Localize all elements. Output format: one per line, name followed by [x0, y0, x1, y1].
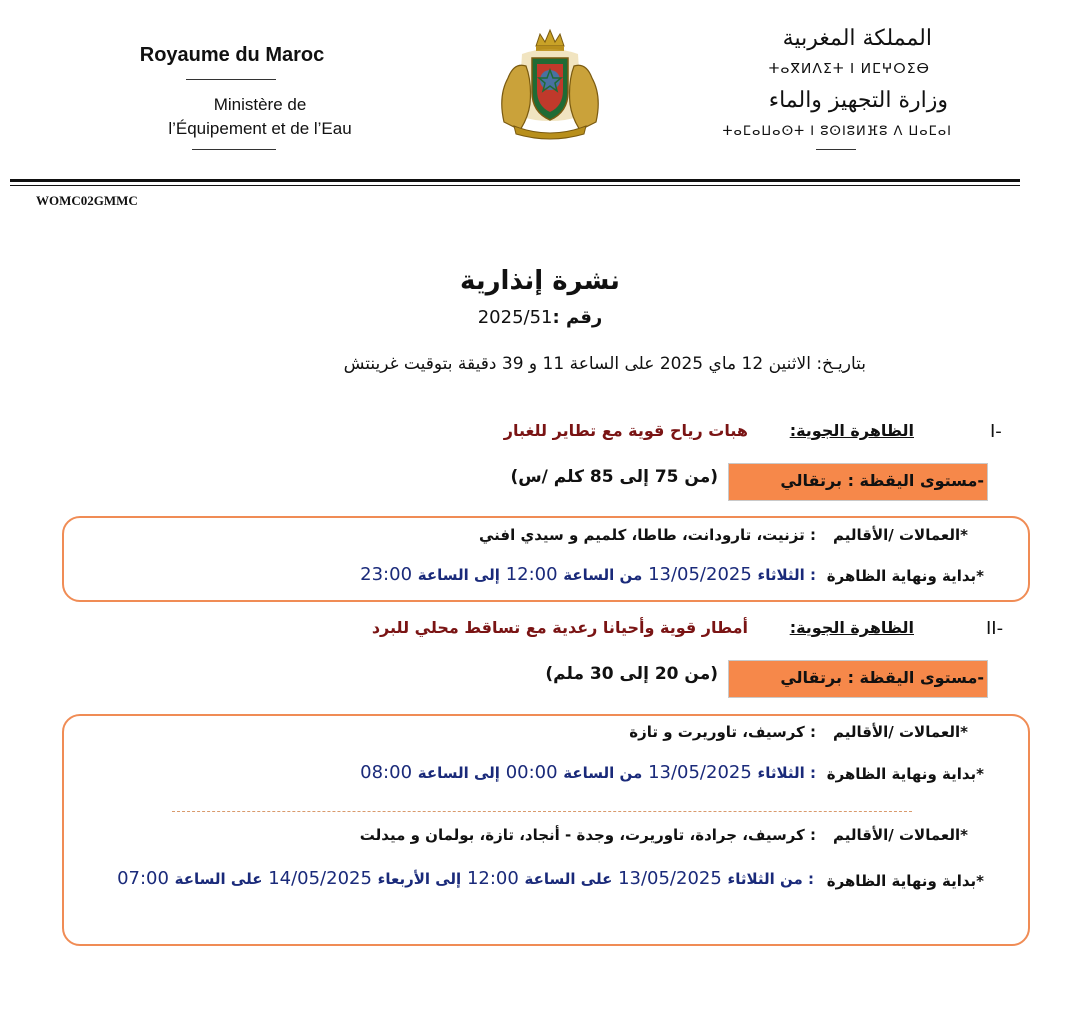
header-rule-thick [10, 179, 1020, 182]
coat-of-arms-emblem [492, 26, 608, 142]
section-2-phenomenon-label: الظاهرة الجوية: [789, 618, 914, 637]
bulletin-number-label: رقم : [552, 307, 603, 328]
bulletin-title: نشرة إنذارية [460, 266, 620, 296]
header-fr-ministry-line2: l’Équipement et de l’Eau [168, 119, 352, 138]
header-fr-ministry-line1: Ministère de [213, 95, 307, 114]
header-ar-ministry: وزارة التجهيز والماء [768, 88, 948, 113]
section-2-block-1-time-label: *بداية ونهاية الظاهرة [826, 765, 984, 783]
section-2-alert-level: -مستوى اليقظة : برتقالي [780, 668, 984, 687]
header-fr-separator-top [186, 79, 276, 80]
header-ar-separator [816, 149, 856, 150]
section-2-block-2-time-label: *بداية ونهاية الظاهرة [826, 872, 984, 890]
section-1-time-label: *بداية ونهاية الظاهرة [826, 567, 984, 585]
header-tifinagh-kingdom: ⵜⴰⴳⵍⴷⵉⵜ ⵏ ⵍⵎⵖⵔⵉⴱ [768, 61, 930, 77]
section-2-block-2-time-value: : من الثلاثاء 13/05/2025 على الساعة 12:00 إلى الأربعاء 14/05/2025 على الساعة 07:00 [117, 868, 814, 889]
section-2-number: II- [986, 618, 1004, 639]
section-2-block-1-time-value: : الثلاثاء 13/05/2025 من الساعة 00:00 إلى الساعة 08:00 [360, 762, 816, 783]
bulletin-date: بتاريـخ: الاثنين 12 ماي 2025 على الساعة 11 و 39 دقيقة بتوقيت غرينتش [343, 354, 866, 374]
bulletin-number: 2025/51 [477, 307, 553, 328]
section-1-alert-level: -مستوى اليقظة : برتقالي [780, 471, 984, 490]
section-2-block-1-areas-value: : كرسيف، تاوريرت و تازة [629, 723, 816, 741]
section-1-time-value: : الثلاثاء 13/05/2025 من الساعة 12:00 إلى الساعة 23:00 [360, 564, 816, 585]
header-rule-thin [10, 185, 1020, 186]
section-2-range: (من 20 إلى 30 ملم) [545, 664, 718, 684]
section-1-phenomenon-value: هبات رياح قوية مع تطاير للغبار [503, 421, 748, 440]
document-code: WOMC02GMMC [36, 193, 138, 208]
section-1-number: I- [990, 421, 1002, 442]
section-2-block-2-areas-value: : كرسيف، جرادة، تاوريرت، وجدة - أنجاد، تازة، بولمان و ميدلت [359, 826, 816, 844]
section-2-block-1-areas-label: *العمالات /الأقاليم [833, 723, 968, 741]
header-ar-kingdom: المملكة المغربية [782, 26, 932, 51]
header-fr-separator-bottom [192, 149, 276, 150]
section-1-areas-value: : تزنيت، تارودانت، طاطا، كلميم و سيدي افني [478, 526, 816, 544]
bulletin-number-line [340, 307, 740, 328]
section-1-phenomenon-label: الظاهرة الجوية: [789, 421, 914, 440]
header-fr-title: Royaume du Maroc [139, 44, 325, 66]
section-2-phenomenon-value: أمطار قوية وأحيانا رعدية مع تساقط محلي للبرد [371, 618, 748, 637]
section-2-block-2-areas-label: *العمالات /الأقاليم [833, 826, 968, 844]
header-tifinagh-ministry: ⵜⴰⵎⴰⵡⴰⵙⵜ ⵏ ⵓⵙⵏⵓⵍⴼⵓ ⴷ ⵡⴰⵎⴰⵏ [722, 124, 952, 139]
section-1-areas-label: *العمالات /الأقاليم [833, 526, 968, 544]
section-2-dashed-separator [172, 811, 912, 812]
section-1-range: (من 75 إلى 85 كلم /س) [510, 467, 718, 487]
